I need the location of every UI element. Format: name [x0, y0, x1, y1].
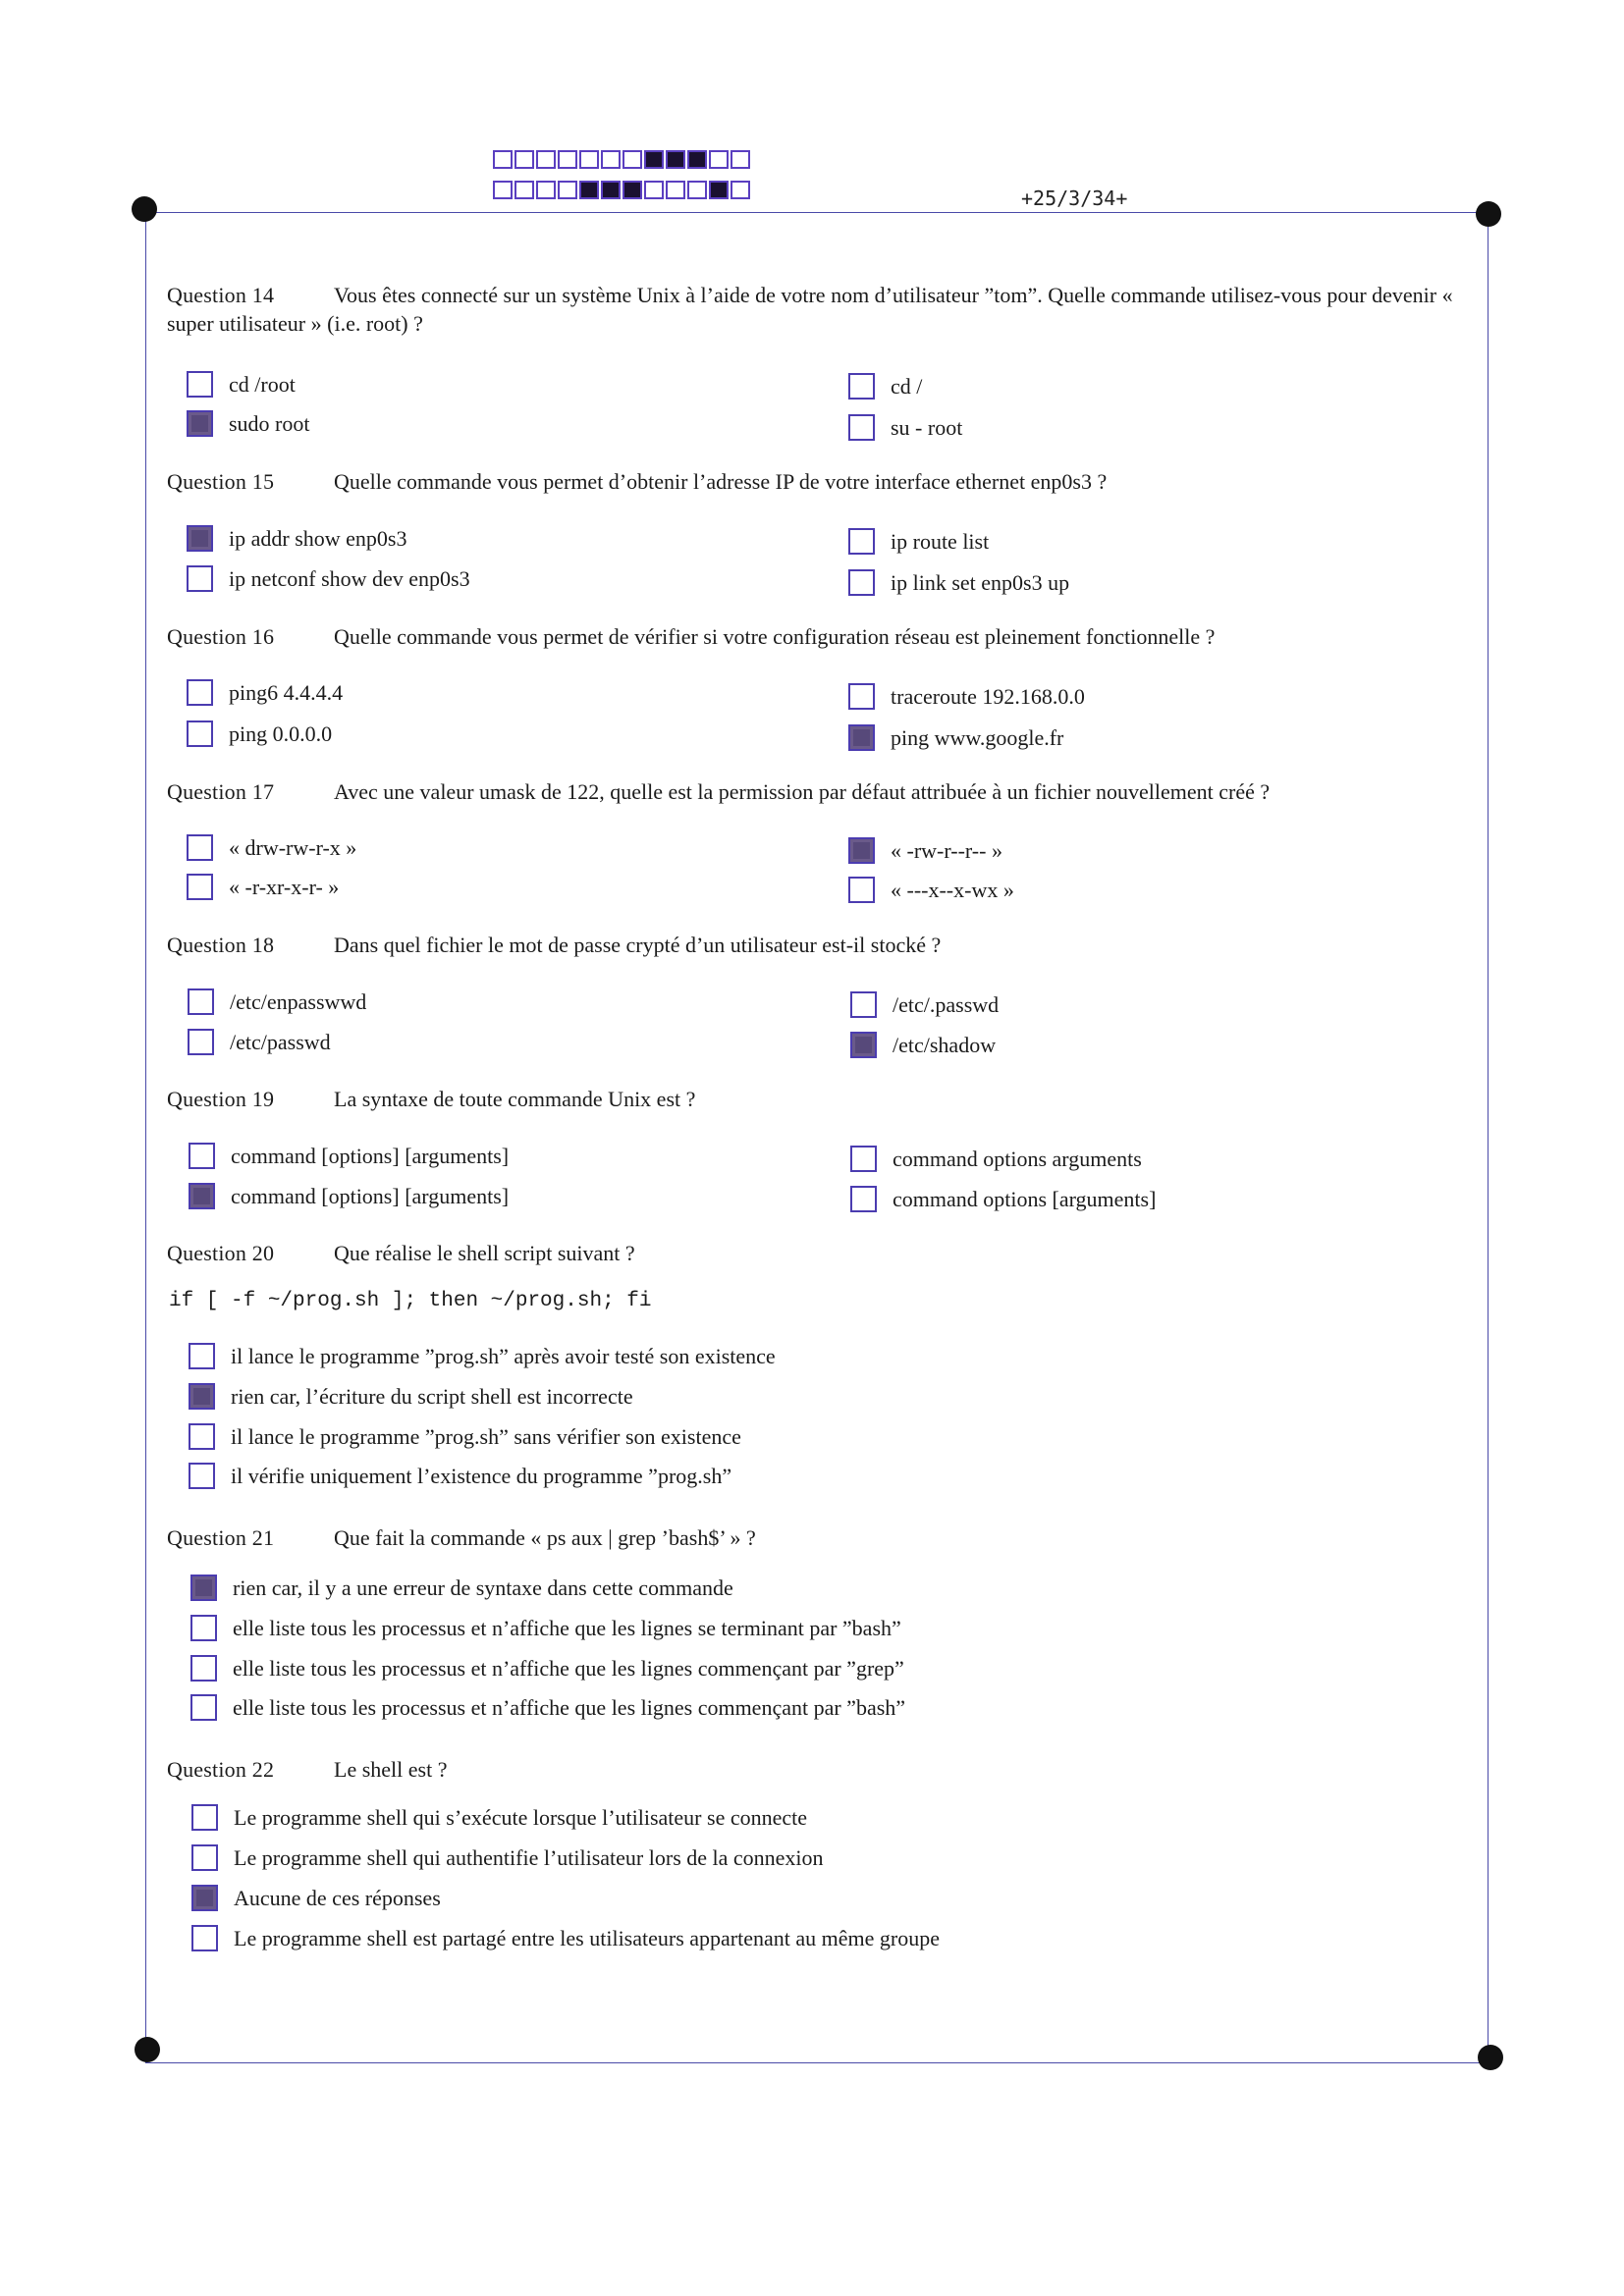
- checkbox[interactable]: [848, 877, 875, 903]
- question-22: [167, 1755, 1477, 1784]
- checkbox[interactable]: [848, 528, 875, 555]
- checkbox[interactable]: [189, 1143, 215, 1169]
- q16-option-c[interactable]: [187, 721, 332, 747]
- q18-option-d[interactable]: [850, 1032, 996, 1058]
- question-label: Question 17: [167, 779, 275, 804]
- checkbox[interactable]: [189, 1343, 215, 1369]
- option-text: ip route list: [891, 528, 990, 554]
- question-15: [167, 467, 1477, 496]
- question-text: Dans quel fichier le mot de passe crypté d’un utilisateur est-il stocké ?: [334, 933, 942, 957]
- checkbox[interactable]: [190, 1615, 217, 1641]
- barcode-cell: [514, 150, 534, 169]
- question-21: [167, 1523, 1477, 1552]
- corner-marker-top-right: [1476, 201, 1501, 227]
- q17-option-d[interactable]: [848, 877, 1014, 903]
- option-text: cd /: [891, 373, 923, 399]
- option-text: « -r-xr-x-r- »: [229, 874, 340, 899]
- q14-option-a[interactable]: [187, 371, 296, 398]
- question-label: Question 16: [167, 624, 275, 649]
- question-text: Vous êtes connecté sur un système Unix à l’aide de votre nom d’utilisateur ”tom”. Quelle commande utilisez-vous pour devenir « super utilisateur » (i.e. root) ?: [167, 283, 1453, 336]
- checkbox[interactable]: [187, 371, 213, 398]
- q15-option-c[interactable]: [187, 565, 470, 592]
- q22-option-d[interactable]: [191, 1925, 940, 1951]
- checkbox[interactable]: [187, 679, 213, 706]
- barcode-cell: [709, 181, 729, 199]
- option-text: cd /root: [229, 371, 296, 397]
- option-text: elle liste tous les processus et n’affiche que les lignes se terminant par ”bash”: [233, 1615, 901, 1640]
- barcode-cell: [579, 150, 599, 169]
- q17-option-b[interactable]: [848, 837, 1002, 864]
- option-text: « drw-rw-r-x »: [229, 834, 357, 860]
- option-text: ip addr show enp0s3: [229, 525, 407, 551]
- question-text: Quelle commande vous permet de vérifier si votre configuration réseau est pleinement fonctionnelle ?: [334, 624, 1216, 649]
- question-label: Question 20: [167, 1241, 275, 1265]
- checkbox[interactable]: [850, 1186, 877, 1212]
- option-text: rien car, il y a une erreur de syntaxe dans cette commande: [233, 1575, 733, 1600]
- option-text: « ---x--x-wx »: [891, 877, 1014, 902]
- checkbox[interactable]: [191, 1925, 218, 1951]
- option-text: command options [arguments]: [893, 1186, 1157, 1211]
- checkbox[interactable]: [189, 1423, 215, 1450]
- barcode-cell: [493, 181, 513, 199]
- page-code: +25/3/34+: [1021, 187, 1128, 210]
- question-text: Que fait la commande « ps aux | grep ’bash$’ » ?: [334, 1525, 756, 1550]
- corner-marker-bottom-right: [1478, 2045, 1503, 2070]
- barcode-cell: [644, 181, 664, 199]
- corner-marker-top-left: [132, 196, 157, 222]
- question-text: Quelle commande vous permet d’obtenir l’adresse IP de votre interface ethernet enp0s3 ?: [334, 469, 1108, 494]
- barcode-cell: [514, 181, 534, 199]
- option-text: su - root: [891, 414, 963, 440]
- q22-option-b[interactable]: [191, 1844, 824, 1871]
- option-text: ip link set enp0s3 up: [891, 569, 1070, 595]
- q19-option-d[interactable]: [850, 1186, 1156, 1212]
- checkbox[interactable]: [848, 683, 875, 710]
- checkbox[interactable]: [187, 874, 213, 900]
- checkbox[interactable]: [848, 837, 875, 864]
- option-text: ip netconf show dev enp0s3: [229, 565, 470, 591]
- question-17: [167, 777, 1477, 806]
- barcode-cell: [687, 181, 707, 199]
- option-text: il lance le programme ”prog.sh” sans vérifier son existence: [231, 1423, 741, 1449]
- option-text: ping www.google.fr: [891, 724, 1064, 750]
- barcode-row-2: [493, 181, 750, 199]
- barcode-cell: [579, 181, 599, 199]
- q16-option-d[interactable]: [848, 724, 1063, 751]
- barcode-cell: [536, 150, 556, 169]
- question-19: [167, 1085, 1477, 1113]
- question-label: Question 14: [167, 283, 275, 307]
- q20-option-d[interactable]: [189, 1463, 731, 1489]
- q19-option-a[interactable]: [189, 1143, 509, 1169]
- q15-option-b[interactable]: [848, 528, 989, 555]
- q20-option-c[interactable]: [189, 1423, 741, 1450]
- barcode-cell: [666, 181, 685, 199]
- barcode-cell: [558, 150, 577, 169]
- shell-script-code: if [ -f ~/prog.sh ]; then ~/prog.sh; fi: [169, 1290, 652, 1312]
- option-text: elle liste tous les processus et n’affiche que les lignes commençant par ”grep”: [233, 1655, 904, 1681]
- option-text: il lance le programme ”prog.sh” après avoir testé son existence: [231, 1343, 776, 1368]
- q21-option-b[interactable]: [190, 1615, 901, 1641]
- question-text: La syntaxe de toute commande Unix est ?: [334, 1087, 696, 1111]
- checkbox[interactable]: [190, 1694, 217, 1721]
- option-text: elle liste tous les processus et n’affiche que les lignes commençant par ”bash”: [233, 1694, 906, 1720]
- checkbox[interactable]: [187, 410, 213, 437]
- checkbox[interactable]: [191, 1844, 218, 1871]
- checkbox[interactable]: [191, 1885, 218, 1911]
- barcode-cell: [731, 181, 750, 199]
- option-text: il vérifie uniquement l’existence du programme ”prog.sh”: [231, 1463, 732, 1488]
- q21-option-d[interactable]: [190, 1694, 905, 1721]
- q14-option-b[interactable]: [848, 373, 922, 400]
- checkbox[interactable]: [848, 724, 875, 751]
- option-text: traceroute 192.168.0.0: [891, 683, 1085, 709]
- barcode-cell: [601, 150, 621, 169]
- q22-option-c[interactable]: [191, 1885, 441, 1911]
- q18-option-b[interactable]: [850, 991, 999, 1018]
- q15-option-d[interactable]: [848, 569, 1069, 596]
- option-text: Aucune de ces réponses: [234, 1885, 441, 1910]
- option-text: rien car, l’écriture du script shell est incorrecte: [231, 1383, 633, 1409]
- question-16: [167, 622, 1477, 651]
- checkbox[interactable]: [850, 1146, 877, 1172]
- question-text: Le shell est ?: [334, 1757, 448, 1782]
- barcode-cell: [601, 181, 621, 199]
- checkbox[interactable]: [848, 414, 875, 441]
- barcode-cell: [623, 181, 642, 199]
- checkbox[interactable]: [187, 525, 213, 552]
- checkbox[interactable]: [187, 721, 213, 747]
- barcode-cell: [687, 150, 707, 169]
- checkbox[interactable]: [188, 1029, 214, 1055]
- barcode-cell: [666, 150, 685, 169]
- q22-option-a[interactable]: [191, 1804, 807, 1831]
- q19-option-c[interactable]: [189, 1183, 509, 1209]
- checkbox[interactable]: [189, 1383, 215, 1410]
- checkbox[interactable]: [187, 565, 213, 592]
- corner-marker-bottom-left: [135, 2037, 160, 2062]
- q20-option-b[interactable]: [189, 1383, 633, 1410]
- checkbox[interactable]: [850, 1032, 877, 1058]
- option-text: ping6 4.4.4.4: [229, 679, 344, 705]
- option-text: command [options] [arguments]: [231, 1183, 510, 1208]
- question-label: Question 19: [167, 1087, 275, 1111]
- option-text: /etc/enpasswwd: [230, 988, 367, 1014]
- q19-option-b[interactable]: [850, 1146, 1142, 1172]
- checkbox[interactable]: [190, 1575, 217, 1601]
- option-text: command [options] [arguments]: [231, 1143, 510, 1168]
- checkbox[interactable]: [187, 834, 213, 861]
- barcode-cell: [493, 150, 513, 169]
- option-text: /etc/passwd: [230, 1029, 331, 1054]
- checkbox[interactable]: [188, 988, 214, 1015]
- option-text: « -rw-r--r-- »: [891, 837, 1002, 863]
- question-label: Question 21: [167, 1525, 275, 1550]
- question-label: Question 15: [167, 469, 275, 494]
- q21-option-c[interactable]: [190, 1655, 904, 1682]
- option-text: /etc/.passwd: [893, 991, 1000, 1017]
- barcode-cell: [558, 181, 577, 199]
- q14-option-c[interactable]: [187, 410, 310, 437]
- barcode-cell: [644, 150, 664, 169]
- option-text: ping 0.0.0.0: [229, 721, 333, 746]
- option-text: /etc/shadow: [893, 1032, 997, 1057]
- checkbox[interactable]: [189, 1463, 215, 1489]
- checkbox[interactable]: [190, 1655, 217, 1682]
- question-14: [167, 281, 1477, 338]
- option-text: Le programme shell qui authentifie l’utilisateur lors de la connexion: [234, 1844, 824, 1870]
- q15-option-a[interactable]: [187, 525, 406, 552]
- checkbox[interactable]: [848, 373, 875, 400]
- barcode-cell: [536, 181, 556, 199]
- barcode-cell: [709, 150, 729, 169]
- question-18: [167, 931, 1477, 959]
- option-text: Le programme shell qui s’exécute lorsque l’utilisateur se connecte: [234, 1804, 808, 1830]
- barcode-row-1: [493, 150, 750, 169]
- q18-option-c[interactable]: [188, 1029, 331, 1055]
- question-label: Question 18: [167, 933, 275, 957]
- q16-option-a[interactable]: [187, 679, 343, 706]
- q21-option-a[interactable]: [190, 1575, 733, 1601]
- option-text: sudo root: [229, 410, 310, 436]
- q17-option-c[interactable]: [187, 874, 339, 900]
- question-label: Question 22: [167, 1757, 275, 1782]
- checkbox[interactable]: [850, 991, 877, 1018]
- q20-option-a[interactable]: [189, 1343, 776, 1369]
- checkbox[interactable]: [848, 569, 875, 596]
- question-text: Que réalise le shell script suivant ?: [334, 1241, 635, 1265]
- checkbox[interactable]: [189, 1183, 215, 1209]
- checkbox[interactable]: [191, 1804, 218, 1831]
- question-20: [167, 1239, 1477, 1267]
- option-text: command options arguments: [893, 1146, 1142, 1171]
- option-text: Le programme shell est partagé entre les utilisateurs appartenant au même groupe: [234, 1925, 940, 1950]
- q17-option-a[interactable]: [187, 834, 356, 861]
- q16-option-b[interactable]: [848, 683, 1085, 710]
- q18-option-a[interactable]: [188, 988, 366, 1015]
- barcode-cell: [623, 150, 642, 169]
- question-text: Avec une valeur umask de 122, quelle est la permission par défaut attribuée à un fichier nouvellement créé ?: [334, 779, 1271, 804]
- q14-option-d[interactable]: [848, 414, 962, 441]
- barcode-cell: [731, 150, 750, 169]
